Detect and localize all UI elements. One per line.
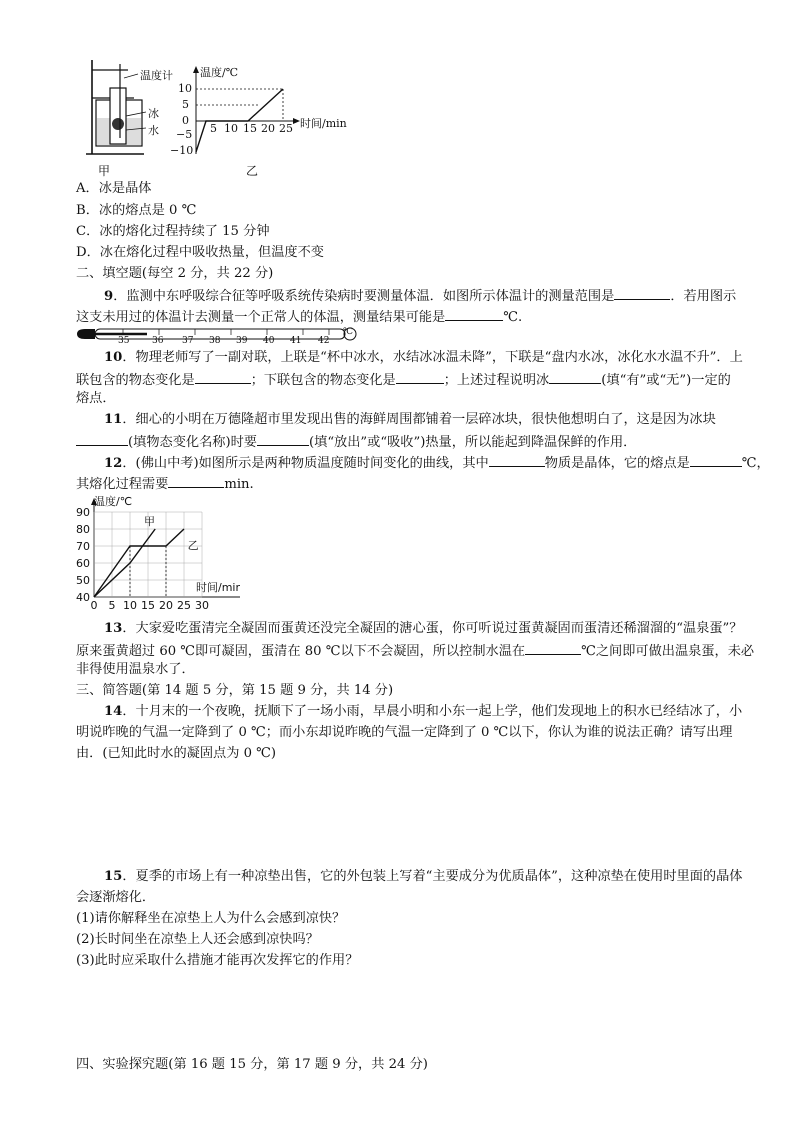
q11-text2b: (填“放出”或“吸收”)热量，所以能起到降温保鲜的作用． [308,435,637,450]
graph1-ytick: −5 [176,128,193,141]
q11-number: 11 [104,412,123,427]
graph1-xtick: 10 [224,122,238,135]
q14-text1: ．十月末的一个夜晚，抚顺下了一场小雨，早晨小明和小东一起上学，他们发现地上的积水已经结冰了，小 [122,704,743,719]
caption-yi: 乙 [246,164,259,178]
q11-blank2[interactable] [257,432,309,446]
thermo-unit: ℃ [343,327,354,337]
q9-text1a: ．监测中东呼吸综合征等呼吸系统传染病时要测量体温．如图所示体温计的测量范围是 [113,289,615,304]
q10-line2 [76,370,731,390]
q12-blank1[interactable] [489,453,545,467]
graph1-x-label: 时间/min [300,117,347,130]
thermo-tick: 39 [236,336,248,346]
q9-text1b: ．若用图示 [670,289,737,304]
label-water: 水 [148,124,159,137]
q11-text1: ．细心的小明在万德隆超市里发现出售的海鲜周围都铺着一层碎冰块，很快他想明白了，这是因为冰块 [122,412,716,427]
q9-blank2[interactable] [445,307,503,321]
y-tick-label: 90 [76,506,90,519]
y-tick-label: 60 [76,557,90,570]
graph1-ytick: 5 [182,98,189,111]
q11-line2 [76,432,636,452]
q12-line1 [104,453,770,473]
q12-text1c: ℃， [741,456,770,471]
q10-blank2[interactable] [396,370,444,384]
x-tick-label: 30 [195,599,209,612]
q9-text2a: 这支未用过的体温计去测量一个正常人的体温，测量结果可能是 [76,310,446,325]
thermo-tick: 36 [152,336,164,346]
x-tick-label: 5 [108,599,116,612]
q12-chart-svg [70,494,240,614]
q12-text2a: 其熔化过程需要 [76,477,169,492]
q14-line2: 明说昨晚的气温一定降到了 0 ℃；而小东却说昨晚的气温一定降到了 0 ℃以下，你认为谁的说法正确？请写出理 [76,725,733,740]
q9-line1 [104,286,736,306]
q10-line3: 熔点． [76,391,116,406]
series-label-yi: 乙 [187,539,199,552]
q15-text1: ．夏季的市场上有一种凉垫出售，它的外包装上写着“主要成分为优质晶体”，这种凉垫在使用时里面的晶体 [122,869,743,884]
label-thermometer: 温度计 [140,69,173,82]
q15-line2: 会逐渐熔化． [76,890,156,905]
caption-jia: 甲 [98,164,111,178]
q15-sub2: (2)长时间坐在凉垫上人还会感到凉快吗？ [76,932,319,947]
q13-text2b: ℃之间即可做出温泉蛋，未必 [581,644,755,659]
q11-blank1[interactable] [76,432,128,446]
q10-number: 10 [104,350,123,365]
q10-text1: ．物理老师写了一副对联，上联是“杯中冰水，水结冰冰温未降”，下联是“盘内水冰，冰化水水温不升”．上 [122,350,743,365]
x-tick-label: 25 [177,599,191,612]
q13-line3: 非得使用温泉水了． [76,662,195,677]
q12-blank2[interactable] [690,453,742,467]
q10-line1 [104,349,743,367]
q12-chart [70,494,240,614]
option-b: B．冰的熔点是 0 ℃ [76,203,197,218]
q9-line2 [76,307,522,327]
q13-blank1[interactable] [525,641,581,655]
q10-text2c: ；上述过程说明冰 [443,373,550,388]
q15-sub1: (1)请你解释坐在凉垫上人为什么会感到凉快？ [76,911,346,926]
q14-line1 [104,703,742,721]
thermo-tick: 35 [118,336,130,346]
q13-number: 13 [104,621,123,636]
q12-blank3[interactable] [168,474,224,488]
q13-line2 [76,641,754,661]
q12-text2b: min. [224,477,254,492]
graph1-xtick: 15 [243,122,257,135]
q10-text2d: (填“有”或“无”)一定的 [601,373,731,388]
label-ice: 冰 [148,107,159,120]
option-d: D．冰在熔化过程中吸收热量，但温度不变 [76,245,324,260]
x-tick-label: 10 [123,599,137,612]
thermo-tick: 41 [290,336,302,346]
thermo-tick: 37 [182,336,194,346]
q11-text2a: (填物态变化名称)时要 [128,435,257,450]
y-tick-label: 50 [76,574,90,587]
graph1-ytick: 0 [182,114,189,127]
x-tick-label: 0 [90,599,98,612]
graph1-xtick: 5 [210,122,217,135]
q13-line1 [104,620,742,638]
q15-sub3: (3)此时应采取什么措施才能再次发挥它的作用？ [76,953,359,968]
q15-number: 15 [104,869,123,884]
q10-blank3[interactable] [549,370,601,384]
graph1-ytick: 10 [178,82,192,95]
q9-blank1[interactable] [614,286,670,300]
section-3-title: 三、简答题(第 14 题 5 分，第 15 题 9 分，共 14 分) [76,683,394,698]
x-tick-label: 15 [141,599,155,612]
thermo-tick: 42 [318,336,330,346]
option-a: A．冰是晶体 [76,181,152,196]
figure-melting-graph [168,62,368,162]
q11-line1 [104,411,716,429]
q9-number: 9 [104,289,114,304]
q14-number: 14 [104,704,123,719]
q15-line1 [104,868,742,886]
y-tick-label: 80 [76,523,90,536]
option-c: C．冰的熔化过程持续了 15 分钟 [76,224,270,239]
y-tick-label: 70 [76,540,90,553]
graph1-xtick: 25 [279,122,293,135]
q9-text2b: ℃. [503,310,523,325]
x-axis-title: 时间/min [196,581,240,594]
thermo-tick: 40 [263,336,275,346]
q10-blank1[interactable] [195,370,251,384]
q10-text2a: 联包含的物态变化是 [76,373,195,388]
melting-graph [168,62,368,162]
q14-line3: 由．(已知此时水的凝固点为 0 ℃) [76,746,277,761]
q12-number: 12 [104,456,123,471]
q13-text1: ．大家爱吃蛋清完全凝固而蛋黄还没完全凝固的溏心蛋，你可听说过蛋黄凝固而蛋清还稀溜溜的“温泉蛋”？ [122,621,743,636]
graph1-ytick: −10 [170,144,194,157]
series-label-jia: 甲 [144,515,155,528]
q12-text1a: ．(佛山中考)如图所示是两种物质温度随时间变化的曲线，其中 [122,456,489,471]
q12-text1b: 物质是晶体，它的熔点是 [544,456,690,471]
q13-text2a: 原来蛋黄超过 60 ℃即可凝固，蛋清在 80 ℃以下不会凝固，所以控制水温在 [76,644,526,659]
y-axis-title: 温度/℃ [94,495,133,508]
section-4-title: 四、实验探究题(第 16 题 15 分，第 17 题 9 分，共 24 分) [76,1057,428,1072]
section-2-title: 二、填空题(每空 2 分，共 22 分) [76,266,274,281]
q10-text2b: ；下联包含的物态变化是 [250,373,396,388]
graph1-y-label: 温度/℃ [200,66,239,79]
y-tick-label: 40 [76,591,90,604]
x-tick-label: 20 [159,599,173,612]
graph1-xtick: 20 [261,122,275,135]
thermo-tick: 38 [209,336,221,346]
q12-line2 [76,474,254,494]
